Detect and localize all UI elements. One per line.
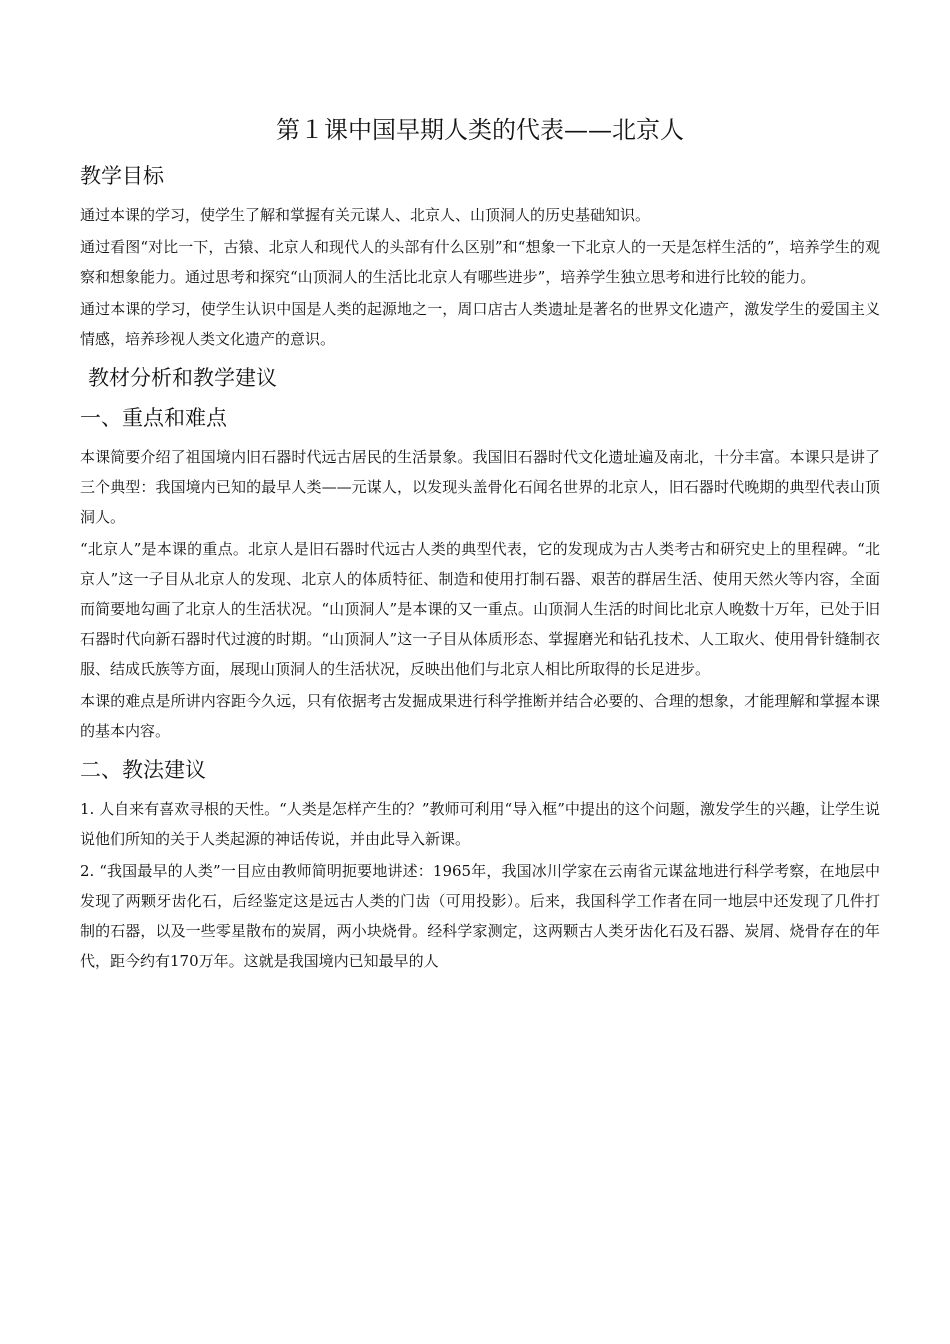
paragraph: 通过看图“对比一下，古猿、北京人和现代人的头部有什么区别”和“想象一下北京人的一天是怎样生活的”，培养学生的观察和想象能力。通过思考和探究“山顶洞人的生活比北京人有哪些进步”，培养学生独立思考和进行比较的能力。 xyxy=(80,238,880,286)
page-title: 第１课中国早期人类的代表——北京人 xyxy=(276,116,684,144)
paragraph: 通过本课的学习，使学生认识中国是人类的起源地之一，周口店古人类遗址是著名的世界文化遗产，激发学生的爱国主义情感，培养珍视人类文化遗产的意识。 xyxy=(80,300,880,348)
document-page xyxy=(80,112,880,976)
section-heading-objectives: 教学目标 xyxy=(80,164,164,188)
paragraph: 本课简要介绍了祖国境内旧石器时代远古居民的生活景象。我国旧石器时代文化遗址遍及南北，十分丰富。本课只是讲了三个典型：我国境内已知的最早人类——元谋人，以发现头盖骨化石闻名世界的北京人，旧石器时代晚期的典型代表山顶洞人。 xyxy=(80,448,880,526)
paragraph: 1. 人自来有喜欢寻根的天性。“人类是怎样产生的？”教师可利用“导入框”中提出的这个问题，激发学生的兴趣，让学生说说他们所知的关于人类起源的神话传说，并由此导入新课。 xyxy=(80,800,880,848)
section-heading-methods: 二、教法建议 xyxy=(80,758,206,782)
section-heading-analysis: 教材分析和教学建议 xyxy=(88,366,277,390)
paragraph: 本课的难点是所讲内容距今久远，只有依据考古发掘成果进行科学推断并结合必要的、合理的想象，才能理解和掌握本课的基本内容。 xyxy=(80,692,880,740)
paragraph: 通过本课的学习，使学生了解和掌握有关元谋人、北京人、山顶洞人的历史基础知识。 xyxy=(80,206,651,224)
paragraph: “北京人”是本课的重点。北京人是旧石器时代远古人类的典型代表，它的发现成为古人类考古和研究史上的里程碑。“北京人”这一子目从北京人的发现、北京人的体质特征、制造和使用打制石器、艰苦的群居生活、使用天然火等内容，全面而简要地勾画了北京人的生活状况。“山顶洞人”是本课的又一重点。山顶洞人生活的时间比北京人晚数十万年，已处于旧石器时代向新石器时代过渡的时期。“山顶洞人”这一子目从体质形态、掌握磨光和钻孔技术、人工取火、使用骨针缝制衣服、结成氏族等方面，展现山顶洞人的生活状况，反映出他们与北京人相比所取得的长足进步。 xyxy=(80,540,880,678)
paragraph: 2. “我国最早的人类”一目应由教师简明扼要地讲述：1965年，我国冰川学家在云南省元谋盆地进行科学考察，在地层中发现了两颗牙齿化石，后经鉴定这是远古人类的门齿（可用投影）。后来，我国科学工作者在同一地层中还发现了几件打制的石器，以及一些零星散布的炭屑，两小块烧骨。经科学家测定，这两颗古人类牙齿化石及石器、炭屑、烧骨存在的年代，距今约有170万年。这就是我国境内已知最早的人 xyxy=(80,862,880,970)
section-heading-keypoints: 一、重点和难点 xyxy=(80,406,227,430)
